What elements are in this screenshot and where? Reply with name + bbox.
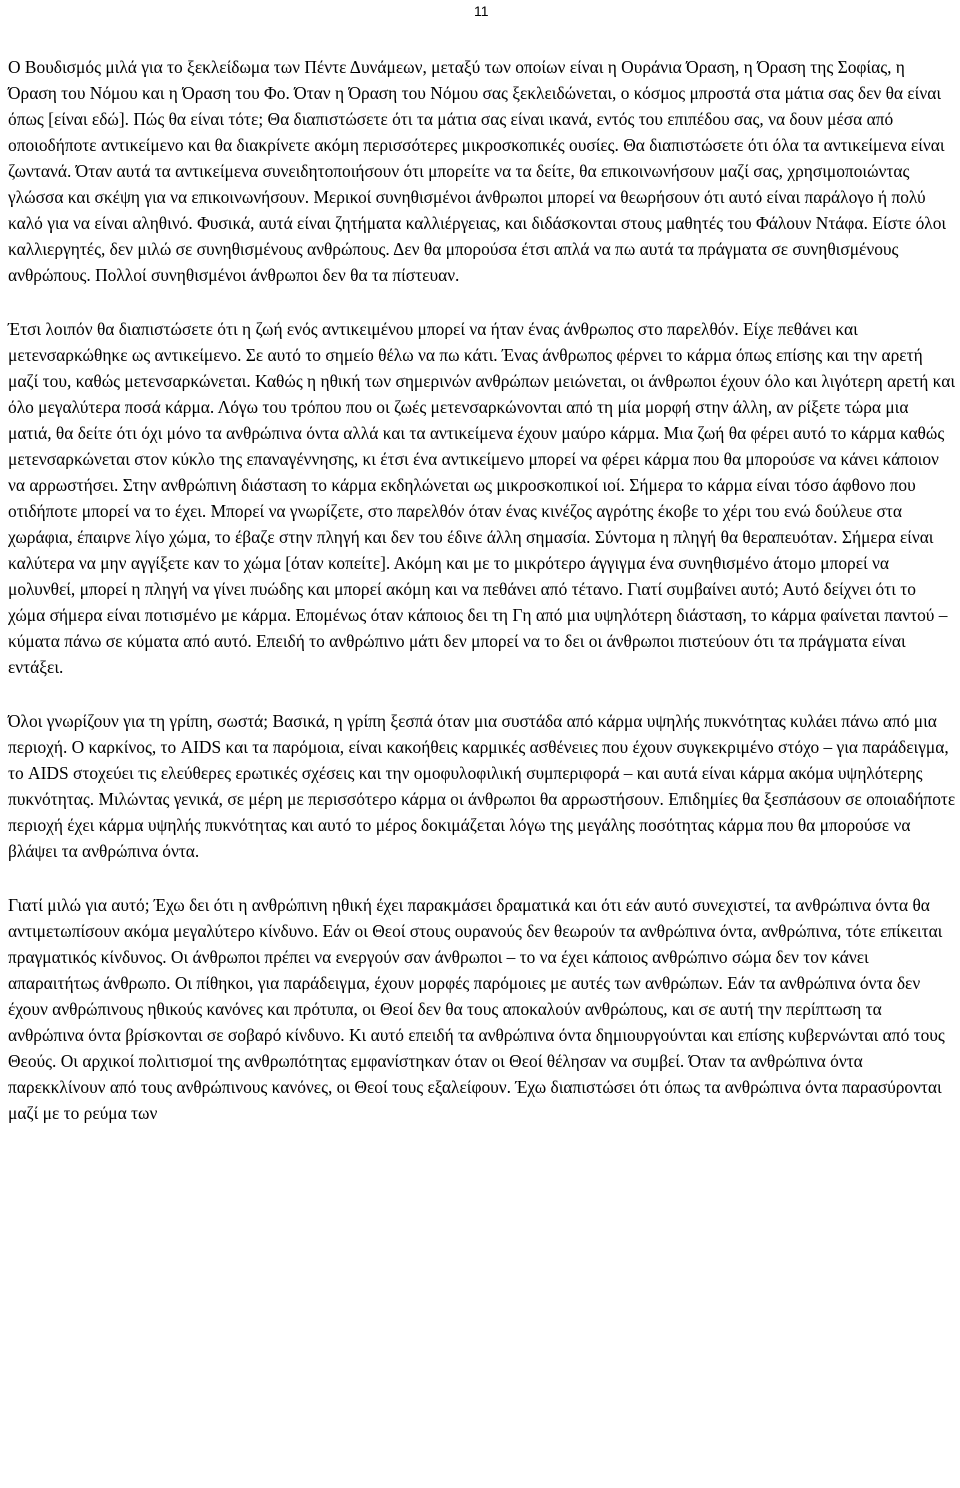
paragraph: Όλοι γνωρίζουν για τη γρίπη, σωστά; Βασικά, η γρίπη ξεσπά όταν μια συστάδα από κάρμα υψηλής πυκνότητας κυλάει πάνω από μια περιοχή. Ο καρκίνος, το AIDS και τα παρόμοια, είναι κακοήθεις καρμικές ασθένειες που έχουν συγκεκριμένο στόχο – για παράδειγμα, το AIDS στοχεύει τις ελεύθερες ερωτικές σχέσεις και την ομοφυλοφιλική συμπεριφορά – και αυτά είναι κάρμα ακόμα υψηλότερης πυκνότητας. Μιλώντας γενικά, σε μέρη με περισσότερο κάρμα οι άνθρωποι θα αρρωστήσουν. Επιδημίες θα ξεσπάσουν σε οποιαδήποτε περιοχή έχει κάρμα υψηλής πυκνότητας και αυτό το μέρος δοκιμάζεται λόγω της μεγάλης ποσότητας κάρμα που θα μπορούσε να βλάψει τα ανθρώπινα όντα. <box>8 711 956 861</box>
paragraph: Ο Βουδισμός μιλά για το ξεκλείδωμα των Πέντε Δυνάμεων, μεταξύ των οποίων είναι η Ουράνια Όραση, η Όραση της Σοφίας, η Όραση του Νόμου και η Όραση του Φο. Όταν η Όραση του Νόμου σας ξεκλειδώνεται, ο κόσμος μπροστά στα μάτια σας δεν θα είναι όπως [είναι εδώ]. Πώς θα είναι τότε; Θα διαπιστώσετε ότι τα μάτια σας είναι ικανά, εντός του επιπέδου σας, να δουν μέσα από οποιοδήποτε αντικείμενο και θα διακρίνετε ακόμη περισσότερες μικροσκοπικές ουσίες. Θα διαπιστώσετε ότι όλα τα αντικείμενα είναι ζωντανά. Όταν αυτά τα αντικείμενα συνειδητοποιήσουν ότι μπορείτε να τα δείτε, θα επικοινωνήσουν μαζί σας, χρησιμοποιώντας γλώσσα και σκέψη για να επικοινωνήσουν. Μερικοί συνηθισμένοι άνθρωποι μπορεί να θεωρήσουν ότι αυτό είναι παράλογο ή πολύ καλό για να είναι αληθινό. Φυσικά, αυτά είναι ζητήματα καλλιέργειας, και διδάσκονται στους μαθητές του Φάλουν Ντάφα. Είστε όλοι καλλιεργητές, δεν μιλώ σε συνηθισμένους ανθρώπους. Δεν θα μπορούσα έτσι απλά να πω αυτά τα πράγματα σε συνηθισμένους ανθρώπους. Πολλοί συνηθισμένοι άνθρωποι δεν θα τα πίστευαν. <box>8 57 947 285</box>
page-number: 11 <box>474 3 489 19</box>
paragraph: Έτσι λοιπόν θα διαπιστώσετε ότι η ζωή ενός αντικειμένου μπορεί να ήταν ένας άνθρωπος στο παρελθόν. Είχε πεθάνει και μετενσαρκώθηκε ως αντικείμενο. Σε αυτό το σημείο θέλω να πω κάτι. Ένας άνθρωπος φέρνει το κάρμα όπως επίσης και την αρετή μαζί του, καθώς μετενσαρκώνεται. Καθώς η ηθική των σημερινών ανθρώπων μειώνεται, οι άνθρωποι έχουν όλο και λιγότερη αρετή και όλο μεγαλύτερα ποσά κάρμα. Λόγω του τρόπου που οι ζωές μετενσαρκώνονται από τη μία μορφή στην άλλη, αν ρίξετε τώρα μια ματιά, θα δείτε ότι όχι μόνο τα ανθρώπινα όντα αλλά και τα αντικείμενα έχουν μαύρο κάρμα. Μια ζωή θα φέρει αυτό το κάρμα καθώς μετενσαρκώνεται στον κύκλο της επαναγέννησης, κι έτσι ένα αντικείμενο μπορεί να φέρει κάρμα που θα μπορούσε να κάνει κάποιον να αρρωστήσει. Στην ανθρώπινη διάσταση το κάρμα εκδηλώνεται ως μικροσκοπικοί ιοί. Σήμερα το κάρμα είναι τόσο άφθονο που οτιδήποτε μπορεί να το έχει. Μπορεί να γνωρίζετε, στο παρελθόν όταν ένας κινέζος αγρότης έκοβε το χέρι του ενώ δούλευε στα χωράφια, έπαιρνε λίγο χώμα, το έβαζε στην πληγή και δεν του έδινε άλλη σημασία. Σύντομα η πληγή θα θεραπευόταν. Σήμερα είναι καλύτερα να μην αγγίξετε καν το χώμα [όταν κοπείτε]. Ακόμη και με το μικρότερο άγγιγμα ένα συνηθισμένο άτομο μπορεί να μολυνθεί, μπορεί η πληγή να γίνει πυώδης και μπορεί ακόμη και να πεθάνει από τέτανο. Γιατί συμβαίνει αυτό; Αυτό δείχνει ότι το χώμα σήμερα είναι ποτισμένο με κάρμα. Επομένως όταν κάποιος δει τη Γη από μια υψηλότερη διάσταση, το κάρμα φαίνεται παντού – κύματα πάνω σε κύματα από αυτό. Επειδή το ανθρώπινο μάτι δεν μπορεί να το δει οι άνθρωποι πιστεύουν ότι τα πράγματα είναι εντάξει. <box>8 319 956 677</box>
paragraph: Γιατί μιλώ για αυτό; Έχω δει ότι η ανθρώπινη ηθική έχει παρακμάσει δραματικά και ότι εάν αυτό συνεχιστεί, τα ανθρώπινα όντα θα αντιμετωπίσουν ακόμα μεγαλύτερο κίνδυνο. Εάν οι Θεοί στους ουρανούς δεν θεωρούν τα ανθρώπινα όντα, ανθρώπινα, τότε επίκειται πραγματικός κίνδυνος. Οι άνθρωποι πρέπει να ενεργούν σαν άνθρωποι – το να έχει κάποιος ανθρώπινο σώμα δεν τον κάνει απαραιτήτως άνθρωπο. Οι πίθηκοι, για παράδειγμα, έχουν μορφές παρόμοιες με αυτές των ανθρώπων. Εάν τα ανθρώπινα όντα δεν έχουν ανθρώπινους ηθικούς κανόνες και πρότυπα, οι Θεοί δεν θα τους αποκαλούν ανθρώπους, και σε αυτή την περίπτωση τα ανθρώπινα όντα βρίσκονται σε σοβαρό κίνδυνο. Κι αυτό επειδή τα ανθρώπινα όντα δημιουργούνται και επίσης κυβερνώνται από τους Θεούς. Οι αρχικοί πολιτισμοί της ανθρωπότητας εμφανίστηκαν όταν οι Θεοί θέλησαν να συμβεί. Όταν τα ανθρώπινα όντα παρεκκλίνουν από τους ανθρώπινους κανόνες, οι Θεοί τους εξαλείφουν. Έχω διαπιστώσει ότι όπως τα ανθρώπινα όντα παρασύρονται μαζί με το ρεύμα των <box>8 895 945 1123</box>
document-body <box>8 54 956 1126</box>
